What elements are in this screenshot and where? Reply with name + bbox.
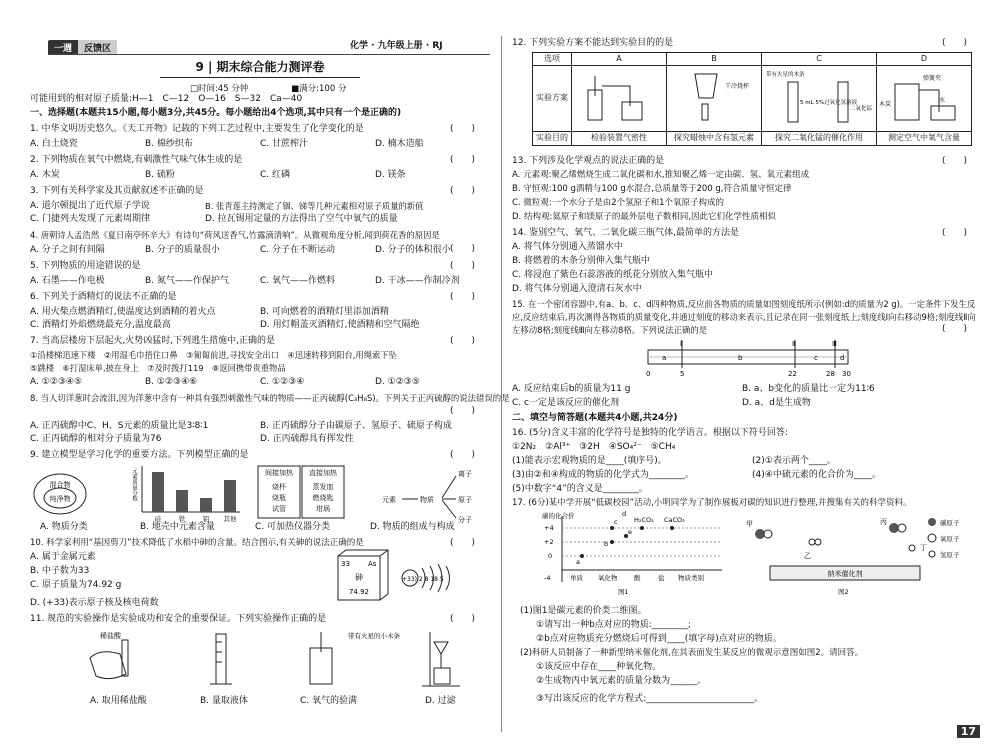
question-7: 7. 当高层楼房下层起火,火势凶猛时,下列逃生措施中,正确的是: [30, 336, 276, 346]
right-column: [512, 0, 982, 744]
q17-ding: 丁: [920, 544, 927, 552]
q11-option-b: B. 量取液体: [200, 696, 248, 706]
q9b-cat-other: 其他: [223, 515, 237, 523]
q17-point-c: [610, 526, 614, 530]
page-number: 17: [957, 725, 980, 738]
q9-option-b: B. 地壳中元素含量: [140, 522, 215, 532]
q7-option-d: D. ①②③⑤: [375, 377, 420, 387]
q17-xcat-class: 物质类别: [678, 574, 704, 582]
q8-option-a: A. 正丙硫醇中C、H、S元素的质量比是3∶8∶1: [30, 421, 209, 431]
q9c-d1: 蒸发皿: [312, 483, 334, 491]
q7-option-a: A. ①②③④⑤: [30, 377, 83, 387]
q17-xcat-element: 单质: [570, 574, 583, 582]
q9c-i1: 烧杯: [272, 483, 286, 491]
q9-figure-c: [258, 466, 344, 518]
q13-option-a: A. 元素观:聚乙烯燃烧生成二氧化碳和水,推知聚乙烯一定由碳、氢、氧元素组成: [512, 170, 810, 180]
q10-figures: [330, 548, 490, 604]
q17-bing: 丙: [880, 518, 887, 526]
q3-option-d: D. 拉瓦锡用定量的方法得出了空气中氧气的质量: [205, 214, 398, 224]
q17-line-4: (2)科研人员制备了一种新型纳米催化剂,在其表面发生某反应的微观示意图如图2。请回答。: [520, 648, 864, 658]
q11-option-c: C. 氧气的验满: [300, 696, 358, 706]
q12-d-label-clip: 弹簧夹: [923, 75, 942, 83]
answer-paren-6[interactable]: ( ): [450, 292, 476, 302]
q9-figure-a: [34, 474, 86, 514]
q9b-bar-iron: [176, 490, 188, 512]
q6-option-a: A. 用火柴点燃酒精灯,使温度达到酒精的着火点: [30, 307, 216, 317]
q9d-element: 元素: [382, 496, 396, 504]
q2-option-b: B. 硫粉: [145, 170, 175, 180]
q17-point-caco3: [670, 526, 674, 530]
q1-option-d: D. 楠木造船: [375, 139, 424, 149]
q13-option-b: B. 守恒观:100 g酒精与100 g水混合,总质量等于200 g,符合质量守恒定律: [512, 184, 792, 194]
q12-table: [532, 52, 972, 146]
q17-line-2[interactable]: ①请写出一种b点对应的物质:________;: [536, 620, 691, 630]
q5-option-b: B. 氮气——作保护气: [145, 276, 229, 286]
q17-xcat-salt: 盐: [658, 574, 665, 582]
q10-option-a: A. 属于金属元素: [30, 552, 96, 562]
q15-seg-b: b: [738, 354, 743, 362]
q17-ylabel: 碳的化合价: [542, 512, 575, 520]
q5-option-d: D. 干冰——作制冷剂: [375, 276, 460, 286]
q12-plan-a-fig: [574, 66, 664, 126]
q12-plan-a: [572, 65, 667, 131]
q9c-indirect: 间接加热: [265, 469, 293, 477]
q2-option-a: A. 木炭: [30, 170, 60, 180]
q10-atomic-structure: +33) 2 8 18 5: [402, 576, 444, 583]
q11-wood-label: 带有火星的小木条: [348, 632, 400, 640]
q17-label-d: d: [622, 510, 627, 518]
q9b-cat-fe: 铁: [178, 515, 186, 523]
question-11: 11. 规范的实验操作是实验成功和安全的重要保证。下列实验操作正确的是: [30, 614, 327, 624]
q17-label-b: b: [604, 540, 609, 548]
q16-part-4[interactable]: (4)④中硫元素的化合价为____。: [752, 470, 881, 480]
question-10: 10. 科学家利用“基因剪刀”技术降低了水稻中砷的含量。结合图示,有关砷的说法正确的是: [30, 538, 364, 548]
q10-option-d: D. (+33)表示原子核及核电荷数: [30, 598, 159, 608]
q12-b-label: 干冷烧杯: [725, 83, 750, 91]
q12-c-label-1: 带有火星的木条: [766, 72, 805, 79]
question-3: 3. 下列有关科学家及其贡献叙述不正确的是: [30, 186, 204, 196]
q15-mark-3-label: Ⅲ: [832, 340, 837, 348]
q7-measures-1: ①沿楼梯迅速下楼 ②用湿毛巾捂住口鼻 ③匍匐前进,寻找安全出口 ④迅速转移到阳台,用绳索下坠: [30, 350, 397, 360]
q17-ytick-4: +4: [544, 524, 554, 532]
q2-option-c: C. 红磷: [260, 170, 291, 180]
q11-figures: [30, 628, 492, 692]
q15-option-a: A. 反应结束后b的质量为11 g: [512, 384, 631, 394]
q9d-molecule: 分子: [458, 516, 472, 524]
q17-label-caco3: CaCO₃: [664, 516, 685, 524]
q15-tick-0: 0: [646, 370, 651, 378]
q15-option-b: B. a、b变化的质量比一定为11∶6: [742, 384, 875, 394]
q14-option-b: B. 将燃着的木条分别伸入集气瓶中: [512, 256, 650, 266]
q3-option-a: A. 道尔顿提出了近代原子学说: [30, 201, 150, 211]
q15-tick-22: 22: [788, 370, 797, 378]
q11-option-d: D. 过滤: [425, 696, 456, 706]
q17-line-3[interactable]: ②b点对应物质充分燃烧后可得到____(填字母)点对应的物质。: [536, 634, 782, 644]
q12-header-option: 选项: [533, 53, 572, 66]
q17-figure-2: [746, 518, 960, 596]
q17-label-c: c: [614, 518, 618, 526]
q9-option-a: A. 物质分类: [40, 522, 88, 532]
q15-tick-5: 5: [680, 370, 685, 378]
q11-figure-b: [210, 634, 232, 684]
q16-part-1[interactable]: (1)能表示宏观物质的是____(填序号)。: [512, 456, 667, 466]
q7-measures-2: ⑤跳楼 ⑥打湿床单,披在身上 ⑦及时拨打119 ⑧返回携带贵重物品: [30, 363, 286, 373]
full-score: ■满分:100 分: [291, 84, 347, 94]
q9d-substance: 物质: [420, 496, 434, 504]
q17-ytick-m4: -4: [544, 574, 551, 582]
q12-purpose-d: 测定空气中氧气含量: [877, 131, 972, 145]
q5-option-c: C. 氧气——作燃料: [260, 276, 336, 286]
q16-part-2[interactable]: (2)①表示两个____。: [752, 456, 836, 466]
header-tab-week: 一週: [48, 40, 78, 55]
answer-paren-13[interactable]: ( ): [942, 156, 968, 166]
q12-purpose-b: 探究蜡烛中含有氢元素: [667, 131, 762, 145]
question-5: 5. 下列物质的用途错误的是: [30, 261, 141, 271]
page-title: 9 | 期末综合能力测评卷: [160, 58, 360, 78]
question-4: 4. 唐朝诗人孟浩然《夏日南亭怀辛大》有诗句“荷风送香气,竹露滴清响”。从微观角度分析,闻到荷花香的原因是: [30, 230, 440, 240]
q12-header-c: C: [762, 53, 877, 66]
q15-tick-28: 28: [826, 370, 835, 378]
q17-label-a: a: [576, 558, 580, 566]
question-16: 16. (5分)含义丰富的化学符号是独特的化学语言。根据以下符号回答:: [512, 428, 788, 438]
q6-option-b: B. 可向燃着的酒精灯里添加酒精: [260, 307, 389, 317]
q11-figure-d: [422, 632, 460, 686]
q17-ytick-0: 0: [548, 552, 553, 560]
q12-plan-d: [877, 65, 972, 131]
q9c-d2: 燃烧匙: [312, 494, 334, 502]
q10-mass: 74.92: [348, 588, 370, 596]
question-17: 17. (6分)某中学开展“低碳校园”活动,小明同学为了制作展板对碳的知识进行整理,并搜集有关的科学资料。: [512, 498, 912, 508]
q3-option-b: B. 张青莲主持测定了铟、锑等几种元素相对原子质量的新值: [205, 201, 424, 211]
q12-plan-c: [762, 65, 877, 131]
q11-option-a: A. 取用稀盐酸: [90, 696, 147, 706]
q17-figure-1: [542, 510, 722, 596]
q17-fig2-caption: 图2: [838, 588, 849, 596]
q6-option-c: C. 酒精灯外焰燃烧最充分,温度最高: [30, 320, 171, 330]
q9c-i3: 试管: [272, 505, 286, 513]
q13-option-c: C. 微粒观:一个水分子是由2个氢原子和1个氧原子构成的: [512, 198, 725, 208]
atomic-masses: 可能用到的相对原子质量:H—1 C—12 O—16 S—32 Ca—40: [30, 94, 303, 104]
q9a-inner: 纯净物: [49, 495, 71, 503]
question-13: 13. 下列涉及化学观点的说法正确的是: [512, 156, 665, 166]
q17-label-e: e: [628, 528, 632, 536]
q17-point-b: [610, 540, 614, 544]
q7-option-c: C. ①②③④: [260, 377, 305, 387]
section2-heading: 二、填空与简答题(本题共4小题,共24分): [512, 413, 678, 423]
q14-option-d: D. 将气体分别通入澄清石灰水中: [512, 284, 642, 294]
q9-figures: [30, 462, 492, 524]
q6-option-d: D. 用灯帽盖灭酒精灯,使酒精和空气隔绝: [260, 320, 420, 330]
q17-figures: [522, 510, 972, 606]
q9d-ion: 离子: [458, 470, 472, 478]
q17-line-6[interactable]: ②生成物丙中氧元素的质量分数为______。: [536, 676, 707, 686]
question-6: 6. 下列关于酒精灯的说法不正确的是: [30, 292, 177, 302]
q17-xcat-oxide: 氧化物: [598, 574, 618, 582]
q12-header-b: B: [667, 53, 762, 66]
q11-figure-a: [90, 631, 128, 679]
q14-option-c: C. 将浸泡了紫色石蕊溶液的纸花分别放入集气瓶中: [512, 270, 714, 280]
q8-option-c: C. 正丙硫醇的相对分子质量为76: [30, 434, 162, 444]
q12-plan-d-fig: [879, 66, 969, 126]
q15-seg-d: d: [840, 354, 845, 362]
q10-option-b: B. 中子数为33: [30, 566, 90, 576]
q15-tick-30: 30: [842, 370, 851, 378]
q17-legend-c: 碳原子: [940, 519, 960, 527]
q9c-i2: 烧瓶: [272, 494, 286, 502]
q9b-cat-si: 硅: [154, 515, 162, 523]
q15-ruler: [642, 338, 862, 382]
q12-c-label-3: 二氧化锰: [850, 106, 873, 113]
q17-point-h2co3: [640, 526, 644, 530]
q9b-bar-other: [224, 480, 236, 512]
q12-purpose-c: 探究二氧化锰的催化作用: [762, 131, 877, 145]
q13-option-d: D. 结构观:氦原子和镁原子的最外层电子数相同,因此它们化学性质相似: [512, 212, 777, 222]
q12-plan-b-fig: [669, 66, 759, 126]
q17-catalyst-label: 纳米催化剂: [827, 570, 863, 578]
question-9: 9. 建立模型是学习化学的重要方法。下列模型正确的是: [30, 450, 249, 460]
q16-part-5[interactable]: (5)中数字“4”的含义是________。: [512, 484, 648, 494]
q9-option-c: C. 可加热仪器分类: [255, 522, 331, 532]
q17-yi: 乙: [804, 552, 811, 560]
q1-option-a: A. 白土烧瓷: [30, 139, 78, 149]
q17-label-h2co3: H₂CO₃: [634, 516, 654, 524]
q9b-bar-aluminum: [200, 498, 212, 512]
q12-header-d: D: [877, 53, 972, 66]
answer-paren-15[interactable]: ( ): [942, 324, 968, 334]
q7-option-b: B. ①②③④⑥: [145, 377, 198, 387]
q17-ytick-2: +2: [544, 538, 554, 546]
section1-heading: 一、选择题(本题共15小题,每小题3分,共45分。每小题给出4个选项,其中只有一个是正确的): [30, 108, 402, 118]
q12-d-label-charcoal: 木炭: [879, 101, 892, 109]
q9-figure-d: [382, 469, 472, 524]
question-1: 1. 中华文明历史悠久。《天工开物》记载的下列工艺过程中,主要发生了化学变化的是: [30, 124, 364, 134]
q15-mark-1-label: Ⅰ: [680, 340, 683, 348]
q9-figure-b: [131, 466, 240, 523]
q17-line-7[interactable]: ③写出该反应的化学方程式:________________________。: [536, 694, 764, 704]
q15-seg-c: c: [814, 354, 818, 362]
q17-xcat-acid: 酸: [634, 574, 641, 582]
answer-paren-1[interactable]: ( ): [450, 124, 476, 134]
q9b-bar-silicon: [152, 472, 164, 512]
q17-fig1-caption: 图1: [618, 588, 629, 596]
answer-paren-4[interactable]: ( ): [450, 244, 476, 254]
question-2: 2. 下列物质在氧气中燃烧,有刺激性气味气体生成的是: [30, 155, 243, 165]
q10-option-c: C. 原子质量为74.92 g: [30, 580, 122, 590]
q3-option-c: C. 门捷列夫发现了元素周期律: [30, 214, 151, 224]
q9a-outer: 混合物: [49, 481, 71, 489]
q12-c-label-2: 5 mL 5%过氧化氢溶液: [800, 100, 858, 107]
q12-header-a: A: [572, 53, 667, 66]
question-12: 12. 下列实验方案不能达到实验目的的是: [512, 38, 674, 48]
q12-row-plan: 实验方案: [533, 65, 572, 131]
q12-d-label-water: 水: [939, 97, 946, 105]
q11-figure-c: [310, 631, 401, 684]
q17-legend-o: 氧原子: [940, 535, 960, 543]
q4-option-d: D. 分子的体积很小: [375, 245, 451, 255]
q9b-ylabel: 元素质量分数: [131, 468, 137, 501]
answer-paren-2[interactable]: ( ): [450, 155, 476, 165]
q1-option-c: C. 甘蔗榨汁: [260, 139, 309, 149]
left-column: [30, 0, 510, 744]
question-15: 15. 在一个密闭容器中,有a、b、c、d四种物质,反应前各物质的质量如图刻度纸所示(例如:d的质量为2 g)。一定条件下发生反应,反应结束后,再次测得各物质的质量变化,并通过刻度的移动来表示,且记录在同一张刻度纸上;刻度线Ⅰ向右移动9格;刻度线Ⅱ向左移动8格;刻度线Ⅲ向左移动8格。下列说法正确的是: [512, 299, 976, 335]
q12-row-purpose: 实验目的: [533, 131, 572, 145]
q9c-d3: 坩埚: [316, 505, 330, 513]
q15-seg-a: a: [662, 354, 667, 362]
answer-paren-8[interactable]: ( ): [450, 406, 476, 416]
q8-option-d: D. 正丙硫醇具有挥发性: [260, 434, 354, 444]
q12-plan-b: [667, 65, 762, 131]
question-14: 14. 鉴别空气、氧气、二氧化碳三瓶气体,最简单的方法是: [512, 228, 740, 238]
q9b-cat-al: 铝: [202, 515, 210, 523]
answer-paren-14[interactable]: ( ): [942, 228, 968, 238]
answer-paren-3[interactable]: ( ): [450, 186, 476, 196]
q9-option-d: D. 物质的组成与构成: [370, 522, 455, 532]
answer-paren-7[interactable]: ( ): [450, 336, 476, 346]
column-divider: [501, 36, 502, 732]
header-tab-feedback: 反馈区: [78, 40, 117, 55]
q17-line-5[interactable]: ①该反应中存在____种氧化物。: [536, 662, 662, 672]
q11-acid-label: 稀盐酸: [100, 632, 121, 640]
q12-purpose-a: 检验装置气密性: [572, 131, 667, 145]
q16-part-3[interactable]: (3)由②和④构成的物质的化学式为________。: [512, 470, 694, 480]
q15-option-d: D. a、d是生成物: [742, 398, 811, 408]
q17-point-a: [580, 554, 584, 558]
q10-name: 砷: [355, 573, 363, 582]
q9d-atom: 原子: [458, 496, 472, 504]
q15-option-c: C. c一定是该反应的催化剂: [512, 398, 619, 408]
answer-paren-12[interactable]: ( ): [942, 38, 968, 48]
answer-paren-5[interactable]: ( ): [450, 261, 476, 271]
q4-option-b: B. 分子的质量很小: [145, 245, 220, 255]
q2-option-d: D. 镁条: [375, 170, 406, 180]
time-limit: □时间:45 分钟: [190, 84, 249, 94]
answer-paren-10[interactable]: ( ): [450, 538, 476, 548]
series-label: 化学 · 九年级上册 · RJ: [350, 41, 443, 51]
q10-symbol: As: [368, 560, 377, 568]
q17-legend-h: 氢原子: [940, 551, 960, 559]
question-8: 8. 当人切洋葱时会流泪,因为洋葱中含有一种具有强烈刺激性气味的物质——正丙硫醇(C₃H₈S)。下列关于正丙硫醇的说法错误的是: [30, 393, 510, 403]
q17-line-1: (1)图1是碳元素的价类二维图。: [520, 606, 647, 616]
q1-option-b: B. 棉纱织布: [145, 139, 193, 149]
q12-plan-c-fig: [764, 66, 874, 126]
q9c-direct: 直接加热: [309, 469, 337, 477]
q16-symbols: ①2N₂ ②Al³⁺ ③2H ④SO₄²⁻ ⑤CH₄: [512, 442, 676, 452]
answer-paren-9[interactable]: ( ): [450, 450, 476, 460]
answer-paren-11[interactable]: ( ): [450, 614, 476, 624]
q4-option-c: C. 分子在不断运动: [260, 245, 336, 255]
q8-option-b: B. 正丙硫醇分子由碳原子、氢原子、硫原子构成: [260, 421, 452, 431]
q14-option-a: A. 将气体分别通入蒸馏水中: [512, 242, 623, 252]
q4-option-a: A. 分子之间有间隔: [30, 245, 105, 255]
q10-atomic-number: 33: [341, 560, 350, 568]
q17-jia: 甲: [746, 520, 753, 528]
q5-option-a: A. 石墨——作电极: [30, 276, 105, 286]
q15-mark-2-label: Ⅱ: [792, 340, 796, 348]
